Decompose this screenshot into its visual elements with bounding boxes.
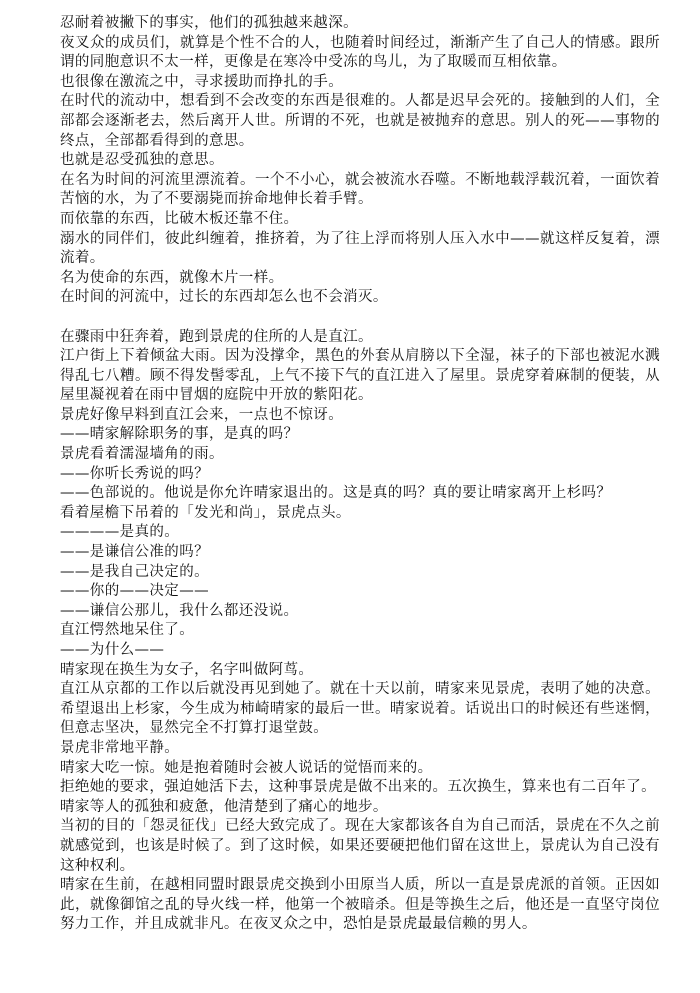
paragraph: 直江从京都的工作以后就没再见到她了。就在十天以前，晴家来见景虎，表明了她的决意。希望退出上杉家，今生成为柿崎晴家的最后一世。晴家说着。话说出口的时候还有些迷惘，但意志坚决，显然完全不打算打退堂鼓。: [60, 681, 660, 737]
paragraph: 在时代的流动中，想看到不会改变的东西是很难的。人都是迟早会死的。接触到的人们，全部都会逐渐老去，然后离开人世。所谓的不死，也就是被抛弃的意思。别人的死——事物的终点，全部都看得到的意思。: [60, 93, 660, 149]
paragraph: 江户街上下着倾盆大雨。因为没撑伞，黑色的外套从肩膀以下全湿，袜子的下部也被泥水溅得乱七八糟。顾不得发髻零乱，上气不接下气的直江进入了屋里。景虎穿着麻制的便装，从屋里凝视着在雨中冒烟的庭院中开放的紫阳花。: [60, 348, 660, 404]
paragraph: 看着屋檐下吊着的「发光和尚」，景虎点头。: [60, 504, 351, 521]
section-two: [60, 328, 660, 935]
paragraph: ——是我自己决定的。: [60, 563, 209, 580]
paragraph: 晴家现在换生为女子，名字叫做阿茑。: [60, 661, 314, 678]
paragraph: ——是谦信公准的吗？: [60, 544, 209, 561]
paragraph: 晴家等人的孤独和疲惫，他清楚到了痛心的地步。: [60, 798, 388, 815]
paragraph: 景虎非常地平静。: [60, 739, 180, 756]
paragraph: 溺水的同伴们，彼此纠缠着，推挤着，为了往上浮而将别人压入水中——就这样反复着，漂流着。: [60, 230, 660, 267]
paragraph: 拒绝她的要求，强迫她活下去，这种事景虎是做不出来的。五次换生，算来也有二百年了。: [60, 779, 656, 796]
paragraph: ——谦信公那儿，我什么都还没说。: [60, 602, 299, 619]
paragraph: 在时间的河流中，过长的东西却怎么也不会消灭。: [60, 289, 388, 306]
paragraph: 忍耐着被撇下的事实，他们的孤独越来越深。: [60, 15, 358, 31]
paragraph: 名为使命的东西，就像木片一样。: [60, 269, 284, 286]
paragraph: 在骤雨中狂奔着，跑到景虎的住所的人是直江。: [60, 328, 373, 345]
paragraph: ——你听长秀说的吗？: [60, 465, 209, 482]
paragraph: 晴家大吃一惊。她是抱着随时会被人说话的觉悟而来的。: [60, 759, 433, 776]
paragraph: ————是真的。: [60, 524, 180, 541]
paragraph: ——晴家解除职务的事，是真的吗？: [60, 426, 299, 443]
paragraph: ——色部说的。他说是你允许晴家退出的。这是真的吗？真的要让晴家离开上杉吗？: [60, 485, 612, 502]
section-one: [60, 14, 660, 308]
paragraph: 而依靠的东西，比破木板还靠不住。: [60, 210, 299, 227]
paragraph: ——为什么——: [60, 642, 165, 658]
paragraph: 晴家在生前，在越相同盟时跟景虎交换到小田原当人质，所以一直是景虎派的首领。正因如此，就像御馆之乱的导火线一样，他第一个被暗杀。但是等换生之后，他还是一直坚守岗位努力工作，并且成就非凡。在夜叉众之中，恐怕是景虎最最信赖的男人。: [60, 877, 660, 933]
paragraph: ——你的——决定——: [60, 583, 209, 600]
paragraph: 景虎看着濡湿墙角的雨。: [60, 446, 224, 463]
paragraph: 在名为时间的河流里漂流着。一个不小心，就会被流水吞噬。不断地载浮载沉着，一面饮着苦恼的水，为了不要溺毙而拚命地伸长着手臂。: [60, 171, 660, 208]
paragraph: 夜叉众的成员们，就算是个性不合的人，也随着时间经过，渐渐产生了自己人的情感。跟所谓的同胞意识不太一样，更像是在寒冷中受冻的鸟儿，为了取暖而互相依靠。: [60, 34, 660, 71]
paragraph: 景虎好像早料到直江会来，一点也不惊讶。: [60, 406, 344, 423]
paragraph: 也很像在激流之中，寻求援助而挣扎的手。: [60, 73, 344, 90]
section-break: [60, 308, 660, 328]
paragraph: 当初的目的「怨灵征伐」已经大致完成了。现在大家都该各自为自己而活，景虎在不久之前就感觉到，也该是时候了。到了这时候，如果还要硬把他们留在这世上，景虎认为自己没有这种权利。: [60, 818, 660, 874]
paragraph: 也就是忍受孤独的意思。: [60, 152, 224, 169]
paragraph: 直江愕然地呆住了。: [60, 622, 195, 639]
